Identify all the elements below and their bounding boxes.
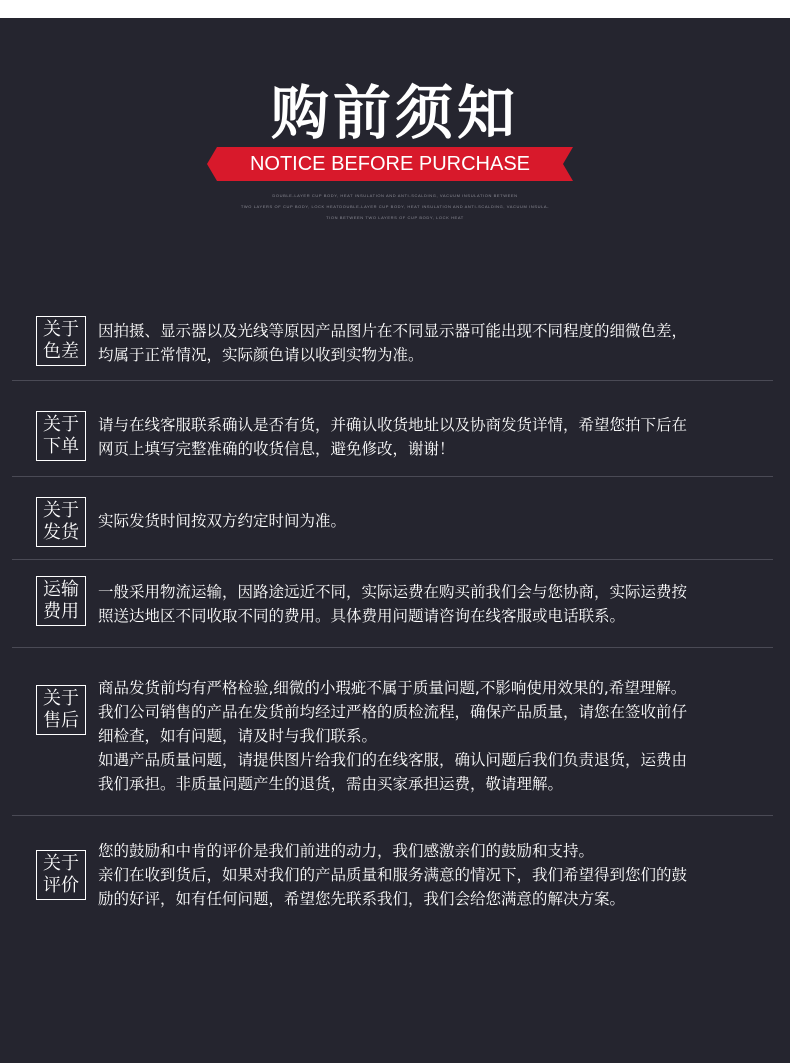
section-label-line: 评价 (43, 875, 79, 896)
section-divider (12, 476, 773, 477)
fine-print-line: TWO LAYERS OF CUP BODY, LOCK HEATDOUBLE-LAYER CUP BODY, HEAT INSULATION AND ANTI-SCALDING, VACUUM INSULA- (240, 204, 550, 209)
section-text-line: 如遇产品质量问题，请提供图片给我们的在线客服，确认问题后我们负责退货，运费由 (98, 751, 688, 769)
section-text-line: 网页上填写完整准确的收货信息，避免修改，谢谢！ (98, 440, 455, 458)
section-text-shipping (98, 509, 758, 533)
section-text-line: 您的鼓励和中肯的评价是我们前进的动力，我们感激亲们的鼓励和支持。 (98, 842, 595, 860)
section-text-line: 照送达地区不同收取不同的费用。具体费用问题请咨询在线客服或电话联系。 (98, 607, 626, 625)
section-divider (12, 559, 773, 560)
banner-subtitle: NOTICE BEFORE PURCHASE (249, 153, 531, 175)
section-label-line: 运输 (43, 579, 79, 600)
fine-print (215, 190, 575, 223)
section-label-line: 色差 (43, 341, 79, 362)
section-text-line: 实际发货时间按双方约定时间为准。 (98, 512, 347, 530)
section-label-line: 关于 (43, 319, 79, 340)
section-text-line: 我们公司销售的产品在发货前均经过严格的质检流程，确保产品质量，请您在签收前仔 (98, 703, 688, 721)
section-label-review (36, 850, 86, 900)
section-label-shipping (36, 497, 86, 547)
section-text-line: 商品发货前均有严格检验,细微的小瑕疵不属于质量问题,不影响使用效果的,希望理解。 (98, 679, 687, 697)
subtitle-banner (207, 147, 573, 181)
section-text-line: 请与在线客服联系确认是否有货，并确认收货地址以及协商发货详情，希望您拍下后在 (98, 416, 688, 434)
section-label-line: 费用 (43, 601, 79, 622)
fine-print-line: TION BETWEEN TWO LAYERS OF CUP BODY, LOCK HEAT (326, 215, 464, 220)
section-text-after-sales (98, 676, 758, 796)
section-divider (12, 815, 773, 816)
section-text-color-difference (98, 319, 758, 367)
section-text-ordering (98, 413, 758, 461)
section-label-freight (36, 576, 86, 626)
section-label-line: 关于 (43, 414, 79, 435)
section-text-line: 我们承担。非质量问题产生的退货，需由买家承担运费，敬请理解。 (98, 775, 564, 793)
section-label-after-sales (36, 685, 86, 735)
section-label-line: 售后 (43, 710, 79, 731)
section-label-line: 关于 (43, 853, 79, 874)
page-title: 购前须知 (270, 79, 519, 147)
section-text-line: 励的好评，如有任何问题，希望您先联系我们，我们会给您满意的解决方案。 (98, 890, 626, 908)
fine-print-line: DOUBLE-LAYER CUP BODY, HEAT INSULATION AND ANTI-SCALDING, VACUUM INSULATION BETWEEN (272, 193, 518, 198)
section-text-line: 均属于正常情况，实际颜色请以收到实物为准。 (98, 346, 424, 364)
section-label-ordering (36, 411, 86, 461)
section-label-line: 关于 (43, 688, 79, 709)
section-text-freight (98, 580, 758, 628)
section-label-line: 关于 (43, 500, 79, 521)
section-text-line: 一般采用物流运输，因路途远近不同，实际运费在购买前我们会与您协商，实际运费按 (98, 583, 688, 601)
section-label-line: 下单 (43, 436, 79, 457)
section-label-color-difference (36, 316, 86, 366)
section-text-review (98, 839, 758, 911)
section-text-line: 因拍摄、显示器以及光线等原因产品图片在不同显示器可能出现不同程度的细微色差， (98, 322, 688, 340)
section-text-line: 细检查，如有问题，请及时与我们联系。 (98, 727, 378, 745)
section-divider (12, 647, 773, 648)
section-label-line: 发货 (43, 522, 79, 543)
section-divider (12, 380, 773, 381)
section-text-line: 亲们在收到货后，如果对我们的产品质量和服务满意的情况下，我们希望得到您们的鼓 (98, 866, 688, 884)
